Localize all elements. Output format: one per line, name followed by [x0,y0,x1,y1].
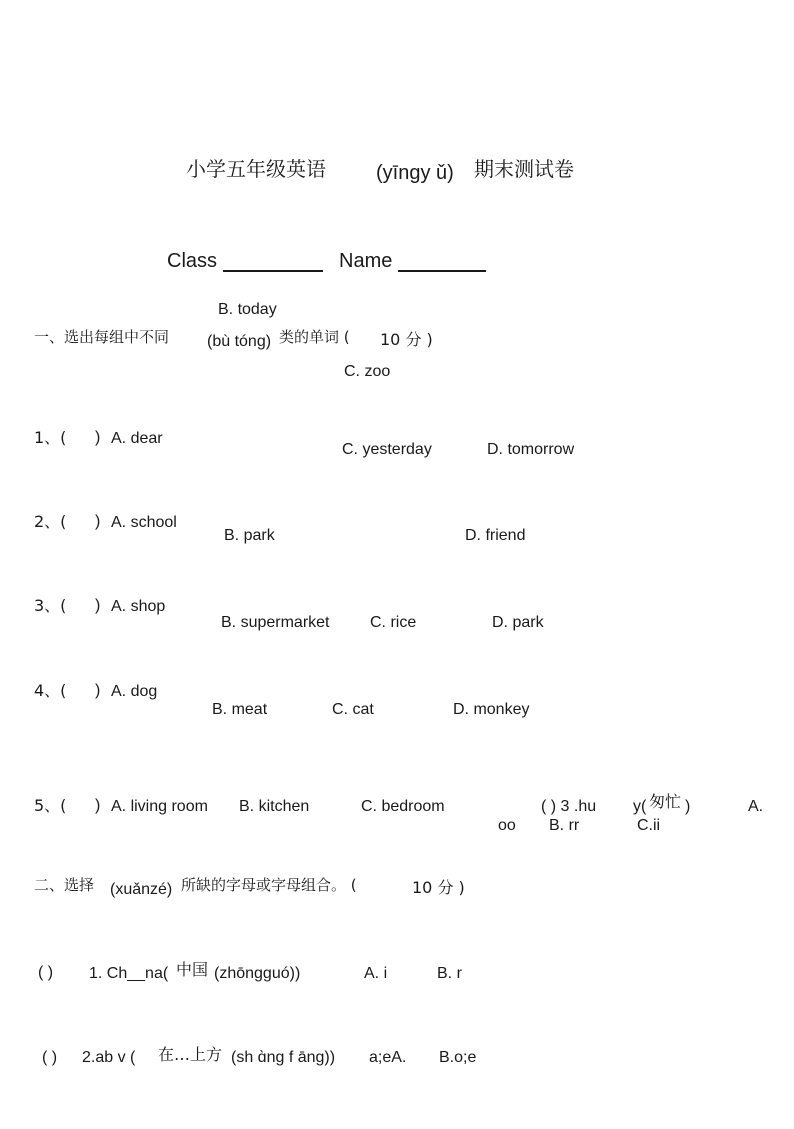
q5-close: ) [95,797,101,814]
class-blank [223,252,323,272]
q2-close: ) [95,513,101,530]
q1-option-a: A. dear [111,430,163,447]
stray-q3-y: y( [633,798,647,815]
q3-number: 3、( [34,596,67,615]
section-2-heading-prefix: 二、选择 [34,876,95,894]
name-blank [398,252,486,272]
s2-q1-option-a: A. i [364,965,388,982]
s2-q2-option-b: B.o;e [439,1049,477,1066]
q4-option-a: A. dog [111,683,158,700]
s2-q2-options: a;eA. [369,1049,407,1066]
q2-option-b: B. park [224,527,275,544]
q3-option-d: D. park [492,614,544,631]
q5-option-b: B. kitchen [239,798,310,815]
stray-q3-close: ) [685,798,691,815]
stray-q3-option-a-value: oo [498,817,516,834]
s2-q1-option-b: B. r [437,965,462,982]
q2-number: 2、( [34,512,67,531]
q1-option-c: C. yesterday [342,441,432,458]
q1-close: ) [95,429,101,446]
title-pinyin: (yīngy ǔ) [376,162,454,184]
section-1-heading-pinyin: (bù tóng) [207,333,272,350]
q4-number: 4、( [34,681,67,700]
stray-q3-option-a: A. [748,798,764,815]
s2-q2-text: 2.ab v ( [82,1049,136,1066]
section-1-heading-prefix: 一、选出每组中不同 [34,328,170,346]
stray-q3-chinese: 匆忙 [649,792,682,811]
q3-option-a: A. shop [111,598,166,615]
stray-q3-option-b: B. rr [549,817,580,834]
title-chinese-2: 期末测试卷 [474,157,574,181]
q2-option-a: A. school [111,514,177,531]
q5-option-c: C. bedroom [361,798,445,815]
s2-q2-chinese: 在…上方 [158,1045,223,1064]
stray-option-b: B. today [218,301,277,318]
name-label: Name [339,250,393,272]
q4-option-d: D. monkey [453,701,530,718]
section-1-points: 10 分 ) [380,330,433,349]
q1-number: 1、( [34,428,67,447]
section-2-points: 10 分 ) [412,878,465,897]
q5-number: 5、( [34,796,67,815]
class-label: Class [167,250,218,272]
q4-close: ) [95,682,101,699]
stray-q3-bracket: ( ) 3 .hu [541,798,597,815]
q3-close: ) [95,597,101,614]
q3-option-b: B. supermarket [221,614,330,631]
q4-option-b: B. meat [212,701,268,718]
q5-option-a: A. living room [111,798,208,815]
title-chinese-1: 小学五年级英语 [186,157,326,181]
q2-option-d: D. friend [465,527,526,544]
s2-q1-pinyin: (zhōngguó)) [214,965,301,982]
stray-option-c: C. zoo [344,363,391,380]
section-1-heading-suffix: 类的单词 ( [279,328,350,346]
s2-q1-text: 1. Ch__na( [89,965,169,982]
s2-q2-pinyin: (sh ɑ̀ng f āng)) [231,1049,336,1066]
section-2-heading-suffix: 所缺的字母或字母组合。 ( [181,876,357,894]
q3-option-c: C. rice [370,614,417,631]
s2-q1-chinese: 中国 [176,960,209,979]
stray-q3-option-c: C.ii [637,817,661,834]
section-2-heading-pinyin: (xuǎnzé) [110,881,173,898]
q4-option-c: C. cat [332,701,374,718]
q1-option-d: D. tomorrow [487,441,575,458]
s2-q2-bracket: ( ) [42,1049,58,1066]
s2-q1-bracket: ( ) [38,964,54,981]
